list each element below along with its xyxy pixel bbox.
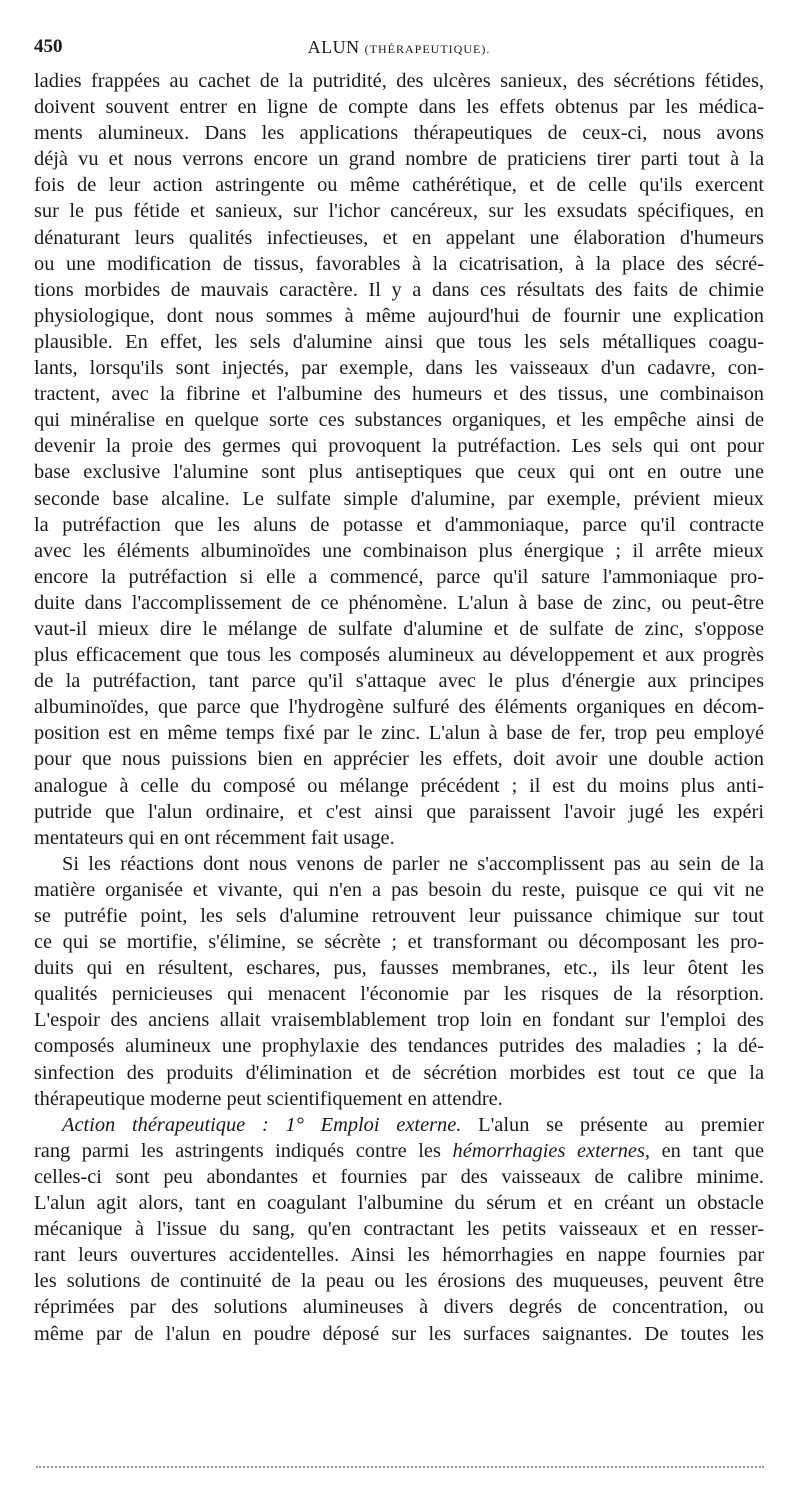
text-line: base exclusive l'alumine sont plus antiseptiques que ceux qui ont en outre une <box>34 461 764 484</box>
text-line: plausible. En effet, les sels d'alumine ainsi que tous les sels métalliques coagu- <box>34 330 764 353</box>
text-line: albuminoïdes, que parce que l'hydrogène sulfuré des éléments organiques en décom- <box>34 696 764 719</box>
text-line: tions morbides de mauvais caractère. Il y a dans ces résultats des faits de chimie <box>34 278 764 301</box>
running-title-sub: (THÉRAPEUTIQUE). <box>364 42 491 56</box>
text-line: déjà vu et nous verrons encore un grand nombre de praticiens tirer parti tout à la <box>34 148 764 171</box>
text-line: mentateurs qui en ont récemment fait usage. <box>34 826 395 849</box>
text-line: matière organisée et vivante, qui n'en a pas besoin du reste, puisque ce qui vit ne <box>34 878 764 901</box>
text-line: réprimées par des solutions alumineuses à divers degrés de concentration, ou <box>34 1296 764 1319</box>
text-line <box>34 1138 764 1164</box>
text-line: celles-ci sont peu abondantes et fournies par des vaisseaux de calibre minime. <box>34 1165 764 1188</box>
running-title-main: ALUN <box>307 37 360 57</box>
text-line: même par de l'alun en poudre déposé sur les surfaces saignantes. De toutes les <box>34 1322 764 1345</box>
page-number: 450 <box>34 36 63 57</box>
text-line: L'espoir des anciens allait vraisemblablement trop loin en fondant sur l'emploi des <box>34 1009 764 1032</box>
text-line: sur le pus fétide et sanieux, sur l'ichor cancéreux, sur les exsudats spécifiques, en <box>34 200 764 223</box>
italic-term: hémorrhagies externes <box>452 1139 645 1162</box>
body-text <box>34 68 764 1347</box>
paragraph-start-line <box>34 1112 764 1138</box>
text-line: composés alumineux une prophylaxie des tendances putrides des maladies ; la dé- <box>34 1035 764 1058</box>
text-line: L'alun agit alors, tant en coagulant l'albumine du sérum et en créant un obstacle <box>34 1192 764 1215</box>
text-line: avec les éléments albuminoïdes une combinaison plus énergique ; il arrête mieux <box>34 539 764 562</box>
text-line: duite dans l'accomplissement de ce phénomène. L'alun à base de zinc, ou peut-être <box>34 591 764 614</box>
text-segment: rang parmi les astringents indiqués contre les <box>34 1139 441 1162</box>
text-line: mécanique à l'issue du sang, qu'en contractant les petits vaisseaux et en resser- <box>34 1218 764 1241</box>
text-segment: , en tant que <box>644 1139 764 1162</box>
text-line: putride que l'alun ordinaire, et c'est ainsi que paraissent l'avoir jugé les expéri <box>34 800 764 823</box>
running-title <box>34 32 764 64</box>
text-line: fois de leur action astringente ou même cathérétique, et de celle qu'ils exercent <box>34 174 764 197</box>
text-line: seconde base alcaline. Le sulfate simple d'alumine, par exemple, prévient mieux <box>34 487 764 510</box>
text-line: dénaturant leurs qualités infectieuses, et en appelant une élaboration d'humeurs <box>34 226 764 249</box>
text-line: les solutions de continuité de la peau ou les érosions des muqueuses, peuvent être <box>34 1270 764 1293</box>
paragraph-start-line: Si les réactions dont nous venons de parler ne s'accomplissent pas au sein de la <box>62 852 764 875</box>
action-heading: Action thérapeutique : 1° Emploi externe. <box>62 1113 462 1136</box>
text-line: sinfection des produits d'élimination et de sécrétion morbides est tout ce que la <box>34 1061 764 1084</box>
text-line: lants, lorsqu'ils sont injectés, par exemple, dans les vaisseaux d'un cadavre, con- <box>34 357 764 380</box>
text-line: qualités pernicieuses qui menacent l'économie par les risques de la résorption. <box>34 983 764 1006</box>
text-line: de la putréfaction, tant parce qu'il s'attaque avec le plus d'énergie aux principes <box>34 670 764 693</box>
text-line: doivent souvent entrer en ligne de compte dans les effets obtenus par les médica- <box>34 96 764 119</box>
text-line: ce qui se mortifie, s'élimine, se sécrète ; et transformant ou décomposant les pro- <box>34 931 764 954</box>
text-line: plus efficacement que tous les composés alumineux au développement et aux progrès <box>34 644 764 667</box>
running-head <box>34 32 764 62</box>
text-line: encore la putréfaction si elle a commencé, parce qu'il sature l'ammoniaque pro- <box>34 565 764 588</box>
text-line: ou une modification de tissus, favorables à la cicatrisation, à la place des sécré- <box>34 252 764 275</box>
text-line: position est en même temps fixé par le zinc. L'alun à base de fer, trop peu employé <box>34 722 764 745</box>
text-line: thérapeutique moderne peut scientifiquement en attendre. <box>34 1087 503 1110</box>
text-segment: L'alun se présente au premier <box>478 1113 764 1136</box>
text-line: vaut-il mieux dire le mélange de sulfate d'alumine et de sulfate de zinc, s'oppose <box>34 617 764 640</box>
text-line: tractent, avec la fibrine et l'albumine des humeurs et des tissus, une combinaison <box>34 383 764 406</box>
text-line: analogue à celle du composé ou mélange précédent ; il est du moins plus anti- <box>34 774 764 797</box>
text-line: se putréfie point, les sels d'alumine retrouvent leur puissance chimique sur tout <box>34 905 764 927</box>
text-line: devenir la proie des germes qui provoquent la putréfaction. Les sels qui ont pour <box>34 435 764 458</box>
text-line: physiologique, dont nous sommes à même aujourd'hui de fournir une explication <box>34 304 764 327</box>
text-line: qui minéralise en quelque sorte ces substances organiques, et les empêche ainsi de <box>34 409 764 432</box>
footer-dotted-rule <box>36 1466 764 1468</box>
text-line: duits qui en résultent, eschares, pus, fausses membranes, etc., ils leur ôtent les <box>34 957 764 980</box>
text-line: rant leurs ouvertures accidentelles. Ainsi les hémorrhagies en nappe fournies par <box>34 1244 764 1267</box>
text-line: pour que nous puissions bien en apprécier les effets, doit avoir une double action <box>34 748 764 771</box>
text-line: ments alumineux. Dans les applications thérapeutiques de ceux-ci, nous avons <box>34 122 764 145</box>
text-line: la putréfaction que les aluns de potasse et d'ammoniaque, parce qu'il contracte <box>34 513 764 536</box>
text-line: ladies frappées au cachet de la putridité, des ulcères sanieux, des sécrétions fétides, <box>34 70 764 92</box>
